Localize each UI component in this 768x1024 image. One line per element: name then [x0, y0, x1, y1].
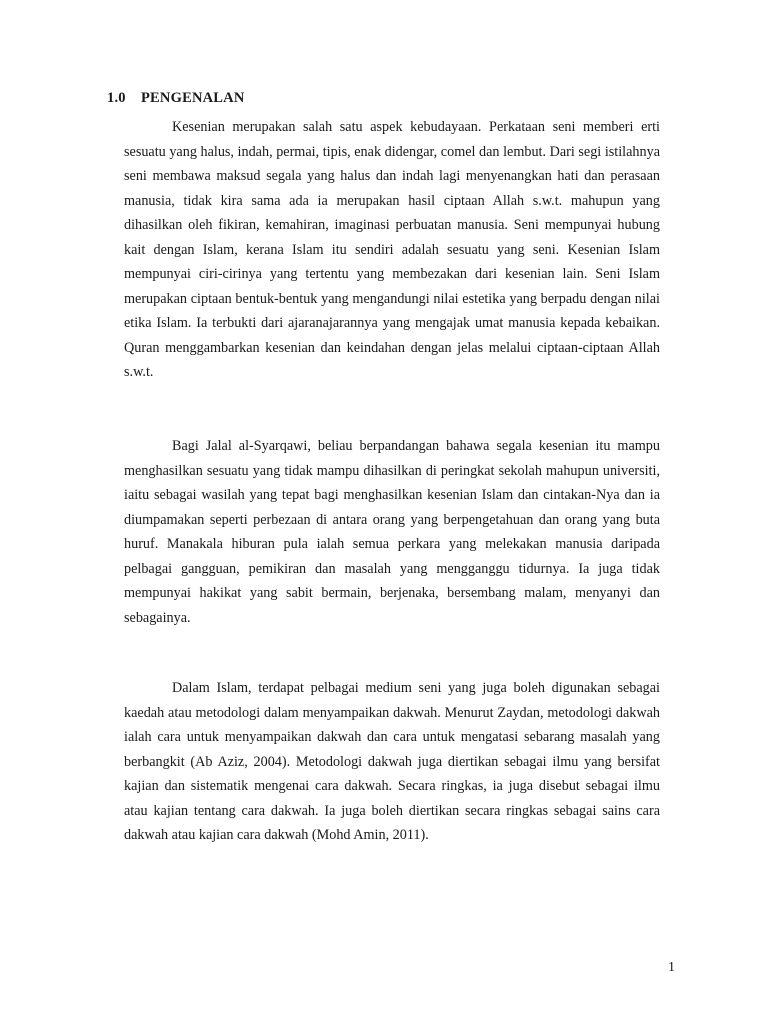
paragraph-dakwah-methodology: Dalam Islam, terdapat pelbagai medium seni yang juga boleh digunakan sebagai kaedah atau metodologi dalam menyampaikan dakwah. Menurut Zaydan, metodologi dakwah ialah cara untuk menyampaikan dakwah dan cara untuk mengatasi sebarang masalah yang berbangkit (Ab Aziz, 2004). Metodologi dakwah juga diertikan sebagai ilmu yang bersifat kajian dan sistematik mengenai cara dakwah. Secara ringkas, ia juga disebut sebagai ilmu atau kajian tentang cara dakwah. Ia juga boleh diertikan secara ringkas sebagai sains cara dakwah atau kajian cara dakwah (Mohd Amin, 2011). — [124, 680, 660, 843]
paragraph-introduction: Kesenian merupakan salah satu aspek kebudayaan. Perkataan seni memberi erti sesuatu yang halus, indah, permai, tipis, enak didengar, comel dan lembut. Dari segi istilahnya seni membawa maksud segala yang halus dan indah lagi menyenangkan hati dan perasaan manusia, tidak kira sama ada ia merupakan hasil ciptaan Allah s.w.t. mahupun yang dihasilkan oleh fikiran, kemahiran, imaginasi perbuatan manusia. Seni mempunyai hubung kait dengan Islam, kerana Islam itu sendiri adalah sesuatu yang seni. Kesenian Islam mempunyai ciri-cirinya yang tertentu yang membezakan dari kesenian lain. Seni Islam merupakan ciptaan bentuk-bentuk yang mengandungi nilai estetika yang berpadu dengan nilai etika Islam. Ia terbukti dari ajaranajarannya yang mengajak umat manusia kepada kebaikan. Quran menggambarkan kesenian dan keindahan dengan jelas melalui ciptaan-ciptaan Allah s.w.t. — [124, 119, 660, 380]
page-number: 1 — [668, 960, 675, 975]
section-title: PENGENALAN — [141, 90, 245, 106]
section-number: 1.0 — [107, 90, 126, 106]
section-heading — [107, 90, 245, 107]
paragraph-jalal-al-syarqawi: Bagi Jalal al-Syarqawi, beliau berpandangan bahawa segala kesenian itu mampu menghasilkan sesuatu yang tidak mampu dihasilkan di peringkat sekolah mahupun universiti, iaitu sebagai wasilah yang tepat bagi menghasilkan kesenian Islam dan cintakan-Nya dan ia diumpamakan seperti perbezaan di antara orang yang berpengetahuan dan orang yang buta huruf. Manakala hiburan pula ialah semua perkara yang melekakan manusia daripada pelbagai gangguan, pemikiran dan masalah yang mengganggu tidurnya. Ia juga tidak mempunyai hakikat yang sabit bermain, berjenaka, bersembang malam, menyanyi dan sebagainya. — [124, 438, 660, 626]
